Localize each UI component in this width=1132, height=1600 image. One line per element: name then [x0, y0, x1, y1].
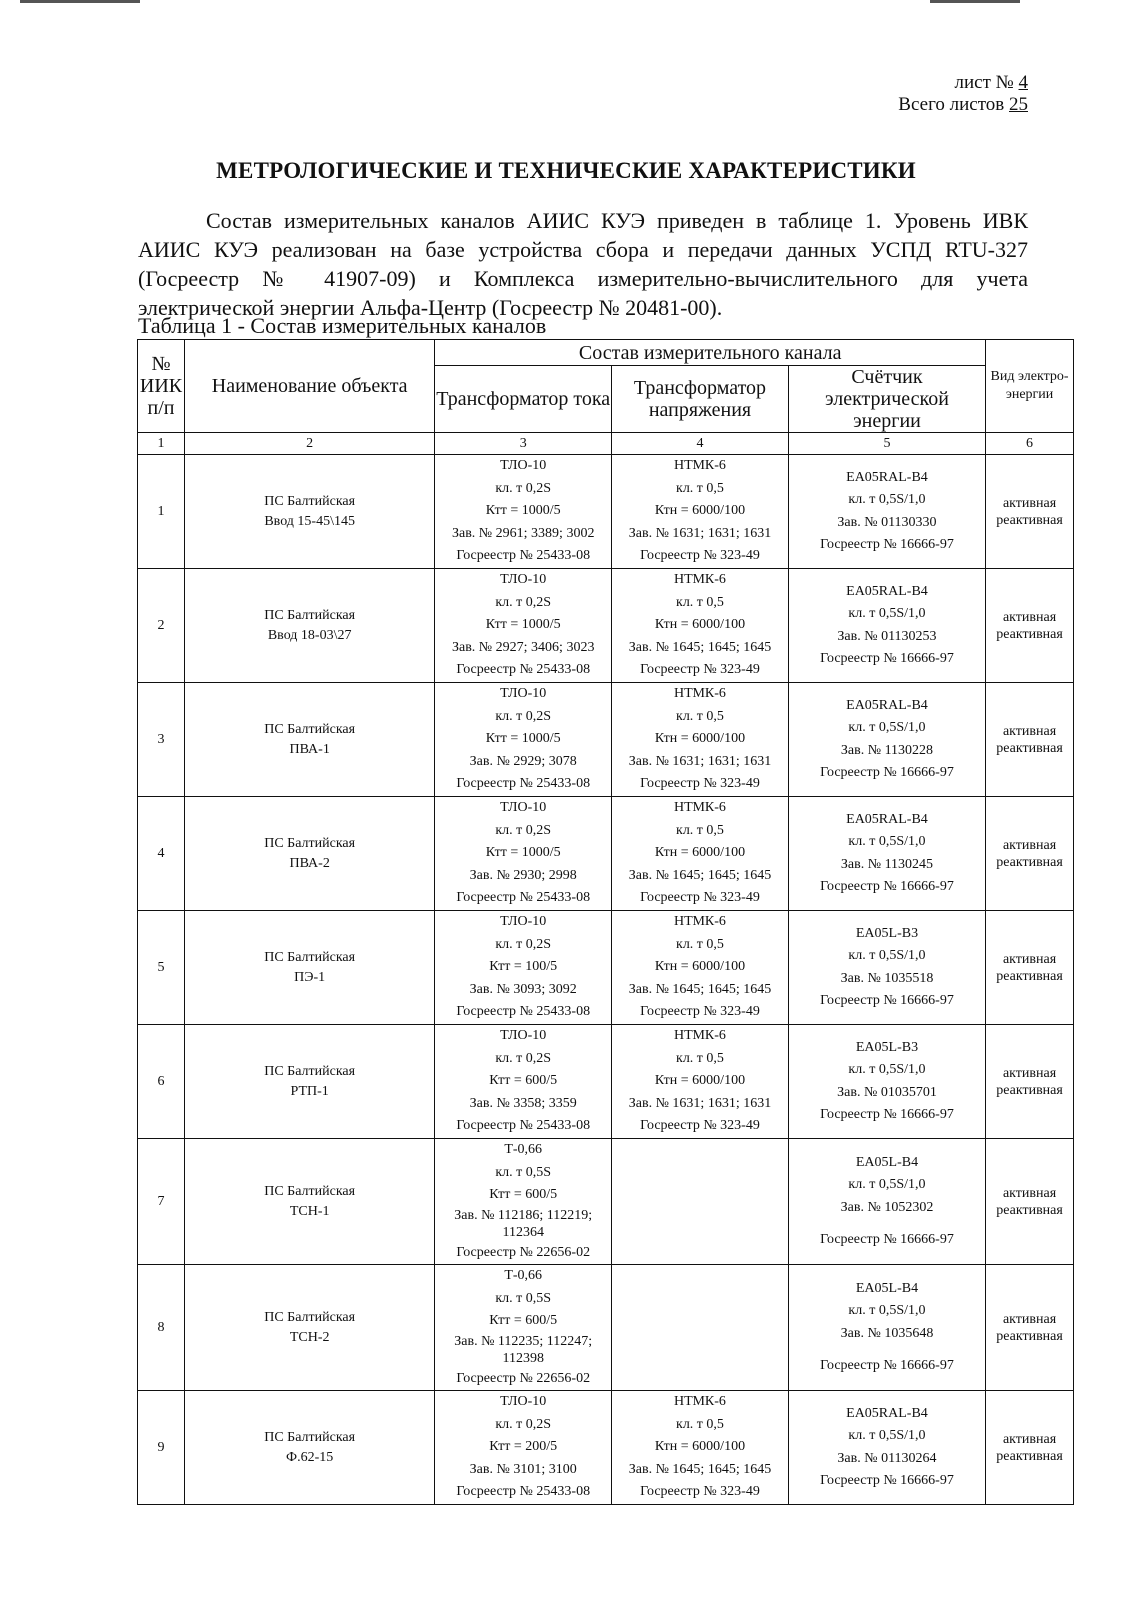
intro-paragraph [138, 206, 1028, 322]
ct-class: кл. т 0,2S [495, 1050, 552, 1066]
object-feeder: ПЭ-1 [294, 969, 326, 985]
table-row [138, 797, 1074, 911]
ct-registry: Госреестр № 25433-08 [456, 1118, 591, 1134]
meter-model: EA05L-B3 [855, 1039, 919, 1055]
energy-type [986, 911, 1074, 1025]
ct-ratio: Ктт = 1000/5 [485, 503, 561, 519]
meter-model: EA05L-B3 [855, 925, 919, 941]
ct-serials: Зав. № 3093; 3092 [469, 981, 577, 997]
ct-registry: Госреестр № 25433-08 [456, 1484, 591, 1500]
ct-ratio: Ктт = 200/5 [489, 1439, 558, 1455]
table-row [138, 1391, 1074, 1505]
vt-registry: Госреестр № 323-49 [640, 548, 760, 564]
ct-ratio: Ктт = 1000/5 [485, 617, 561, 633]
meter-serial: Зав. № 1130245 [840, 856, 934, 872]
row-number: 7 [138, 1139, 185, 1265]
energy-type-active: активная [1002, 1065, 1057, 1081]
ct-serials: Зав. № 3101; 3100 [469, 1461, 577, 1477]
sheet-number-value: 4 [1018, 72, 1028, 93]
ct-model: Т-0,66 [504, 1268, 543, 1283]
ct-class: кл. т 0,2S [495, 936, 552, 952]
current-transformer-cell [435, 683, 612, 797]
row-number: 2 [138, 569, 185, 683]
current-transformer-cell [435, 1391, 612, 1505]
ct-ratio: Ктт = 1000/5 [485, 731, 561, 747]
object-substation: ПС Балтийская [264, 607, 356, 623]
vt-ratio: Ктн = 6000/100 [654, 845, 746, 861]
vt-registry: Госреестр № 323-49 [640, 1118, 760, 1134]
vt-registry: Госреестр № 323-49 [640, 1004, 760, 1020]
meter-serial: Зав. № 01130264 [837, 1450, 937, 1466]
vt-registry: Госреестр № 323-49 [640, 776, 760, 792]
ct-ratio: Ктт = 600/5 [489, 1187, 558, 1202]
ct-ratio: Ктт = 600/5 [489, 1313, 558, 1328]
meter-class: кл. т 0,5S/1,0 [848, 948, 926, 963]
ct-model: ТЛО-10 [500, 1394, 547, 1410]
ct-registry: Госреестр № 22656-02 [456, 1244, 591, 1260]
vt-model: НТМК-6 [674, 1394, 726, 1410]
header-energy-type: Вид электро- энергии [986, 340, 1074, 433]
energy-type-reactive: реактивная [996, 1448, 1063, 1464]
meter-cell [788, 1265, 985, 1391]
ct-registry: Госреестр № 25433-08 [456, 1004, 591, 1020]
voltage-transformer-cell [612, 797, 789, 911]
object-name [185, 683, 435, 797]
header-voltage-transformer: Трансформатор напряжения [612, 366, 789, 433]
ct-class: кл. т 0,2S [495, 480, 552, 496]
object-substation: ПС Балтийская [264, 949, 356, 965]
vt-serials: Зав. № 1645; 1645; 1645 [628, 867, 772, 883]
object-substation: ПС Балтийская [264, 835, 356, 851]
ct-registry: Госреестр № 25433-08 [456, 548, 591, 564]
vt-serials: Зав. № 1631; 1631; 1631 [628, 525, 772, 541]
sheet-number-label: лист № [954, 72, 1014, 93]
table-row [138, 683, 1074, 797]
table-row [138, 569, 1074, 683]
energy-type-active: активная [1002, 723, 1057, 739]
meter-model: EA05RAL-B4 [846, 583, 928, 599]
meter-cell [788, 1391, 985, 1505]
energy-type-reactive: реактивная [996, 854, 1063, 870]
vt-model: НТМК-6 [674, 458, 726, 474]
row-number: 8 [138, 1265, 185, 1391]
object-name [185, 1025, 435, 1139]
voltage-transformer-cell [612, 455, 789, 569]
meter-model: EA05RAL-B4 [846, 811, 928, 827]
meter-registry: Госреестр № 16666-97 [820, 1358, 954, 1373]
object-substation: ПС Балтийская [264, 1429, 356, 1445]
current-transformer-cell [435, 1139, 612, 1265]
object-substation: ПС Балтийская [264, 1309, 356, 1325]
meter-registry: Госреестр № 16666-97 [820, 879, 954, 894]
column-number: 2 [185, 433, 435, 455]
ct-serials: Зав. № 112186; 112219; 112364 [454, 1207, 593, 1240]
energy-type-active: активная [1002, 1431, 1057, 1447]
meter-cell [788, 569, 985, 683]
meter-registry: Госреестр № 16666-97 [820, 993, 954, 1008]
meter-serial: Зав. № 01035701 [837, 1084, 937, 1100]
column-number: 5 [788, 433, 985, 455]
spacer [789, 1345, 985, 1355]
table-row [138, 1139, 1074, 1265]
column-number-row [138, 433, 1074, 455]
row-number: 4 [138, 797, 185, 911]
meter-registry: Госреестр № 16666-97 [820, 1473, 954, 1488]
object-feeder: ТСН-1 [289, 1203, 330, 1219]
voltage-transformer-cell [612, 1265, 789, 1391]
energy-type [986, 683, 1074, 797]
meter-class: кл. т 0,5S/1,0 [848, 606, 926, 621]
ct-class: кл. т 0,2S [495, 1416, 552, 1432]
row-number: 1 [138, 455, 185, 569]
ct-model: ТЛО-10 [500, 686, 547, 702]
header-channel-group: Состав измерительного канала [435, 340, 986, 366]
object-name [185, 911, 435, 1025]
vt-model: НТМК-6 [674, 1028, 726, 1044]
row-number: 6 [138, 1025, 185, 1139]
energy-type-reactive: реактивная [996, 1082, 1063, 1098]
ct-class: кл. т 0,5S [495, 1164, 552, 1180]
meter-class: кл. т 0,5S/1,0 [848, 720, 926, 735]
meter-serial: Зав. № 1035518 [840, 970, 934, 986]
meter-serial: Зав. № 01130253 [837, 628, 937, 644]
meter-registry: Госреестр № 16666-97 [820, 1107, 954, 1122]
ct-registry: Госреестр № 25433-08 [456, 890, 591, 906]
object-feeder: Ввод 15-45\145 [264, 513, 355, 529]
meter-model: EA05L-B4 [855, 1280, 919, 1296]
meter-registry: Госреестр № 16666-97 [820, 1232, 954, 1247]
ct-class: кл. т 0,2S [495, 708, 552, 724]
ct-serials: Зав. № 2929; 3078 [469, 753, 577, 769]
ct-model: ТЛО-10 [500, 1028, 547, 1044]
energy-type [986, 455, 1074, 569]
vt-class: кл. т 0,5 [676, 1050, 724, 1066]
vt-class: кл. т 0,5 [676, 594, 724, 610]
energy-type-active: активная [1002, 495, 1057, 511]
vt-class: кл. т 0,5 [676, 1416, 724, 1432]
ct-serials: Зав. № 2961; 3389; 3002 [451, 525, 595, 541]
meter-serial: Зав. № 1052302 [840, 1199, 934, 1215]
energy-type-reactive: реактивная [996, 626, 1063, 642]
voltage-transformer-cell [612, 569, 789, 683]
column-number: 3 [435, 433, 612, 455]
vt-model: НТМК-6 [674, 572, 726, 588]
object-name [185, 1265, 435, 1391]
ct-registry: Госреестр № 25433-08 [456, 662, 591, 678]
table-caption: Таблица 1 - Состав измерительных каналов [138, 313, 547, 338]
object-substation: ПС Балтийская [264, 1183, 356, 1199]
object-feeder: ПВА-1 [289, 741, 330, 757]
column-number: 1 [138, 433, 185, 455]
energy-type-active: активная [1002, 1311, 1057, 1327]
vt-ratio: Ктн = 6000/100 [654, 617, 746, 633]
scan-edge-mark [930, 0, 1020, 3]
row-number: 3 [138, 683, 185, 797]
ct-class: кл. т 0,2S [495, 822, 552, 838]
meter-registry: Госреестр № 16666-97 [820, 765, 954, 780]
vt-ratio: Ктн = 6000/100 [654, 959, 746, 975]
vt-serials: Зав. № 1631; 1631; 1631 [628, 1095, 772, 1111]
meter-cell [788, 911, 985, 1025]
energy-type [986, 1265, 1074, 1391]
ct-model: Т-0,66 [504, 1142, 543, 1157]
table-row [138, 1265, 1074, 1391]
row-number: 5 [138, 911, 185, 1025]
column-number: 6 [986, 433, 1074, 455]
meter-cell [788, 683, 985, 797]
meter-class: кл. т 0,5S/1,0 [848, 834, 926, 849]
vt-serials: Зав. № 1645; 1645; 1645 [628, 981, 772, 997]
ct-ratio: Ктт = 600/5 [489, 1073, 558, 1089]
current-transformer-cell [435, 797, 612, 911]
voltage-transformer-cell [612, 911, 789, 1025]
vt-class: кл. т 0,5 [676, 480, 724, 496]
vt-model: НТМК-6 [674, 686, 726, 702]
energy-type-active: активная [1002, 609, 1057, 625]
current-transformer-cell [435, 455, 612, 569]
energy-type [986, 1391, 1074, 1505]
object-substation: ПС Балтийская [264, 721, 356, 737]
meter-serial: Зав. № 1130228 [840, 742, 934, 758]
vt-ratio: Ктн = 6000/100 [654, 1073, 746, 1089]
object-substation: ПС Балтийская [264, 493, 356, 509]
table-row [138, 911, 1074, 1025]
table-row [138, 455, 1074, 569]
meter-model: EA05RAL-B4 [846, 1405, 928, 1421]
vt-class: кл. т 0,5 [676, 936, 724, 952]
meter-cell [788, 1139, 985, 1265]
vt-class: кл. т 0,5 [676, 822, 724, 838]
meter-model: EA05RAL-B4 [846, 697, 928, 713]
ct-class: кл. т 0,5S [495, 1290, 552, 1306]
scan-edge-mark [20, 0, 140, 3]
energy-type [986, 569, 1074, 683]
vt-ratio: Ктн = 6000/100 [654, 1439, 746, 1455]
voltage-transformer-cell [612, 1391, 789, 1505]
ct-serials: Зав. № 2930; 2998 [469, 867, 577, 883]
ct-ratio: Ктт = 1000/5 [485, 845, 561, 861]
vt-serials: Зав. № 1645; 1645; 1645 [628, 639, 772, 655]
meter-model: EA05RAL-B4 [846, 469, 928, 485]
current-transformer-cell [435, 1025, 612, 1139]
meter-class: кл. т 0,5S/1,0 [848, 492, 926, 507]
object-substation: ПС Балтийская [264, 1063, 356, 1079]
energy-type-reactive: реактивная [996, 1202, 1063, 1218]
ct-model: ТЛО-10 [500, 458, 547, 474]
ct-serials: Зав. № 2927; 3406; 3023 [451, 639, 595, 655]
object-feeder: Ввод 18-03\27 [267, 627, 352, 643]
voltage-transformer-cell [612, 1139, 789, 1265]
vt-registry: Госреестр № 323-49 [640, 890, 760, 906]
spacer [789, 1219, 985, 1229]
meter-class: кл. т 0,5S/1,0 [848, 1303, 926, 1318]
meter-cell [788, 455, 985, 569]
sheet-total [898, 94, 1028, 116]
object-name [185, 455, 435, 569]
object-feeder: ТСН-2 [289, 1329, 330, 1345]
current-transformer-cell [435, 569, 612, 683]
sheet-total-value: 25 [1009, 94, 1028, 115]
energy-type [986, 1139, 1074, 1265]
column-number: 4 [612, 433, 789, 455]
ct-registry: Госреестр № 25433-08 [456, 776, 591, 792]
table-row [138, 1025, 1074, 1139]
meter-class: кл. т 0,5S/1,0 [848, 1177, 926, 1192]
object-name [185, 1391, 435, 1505]
row-number: 9 [138, 1391, 185, 1505]
channels-table [137, 339, 1074, 1505]
energy-type-active: активная [1002, 951, 1057, 967]
meter-class: кл. т 0,5S/1,0 [848, 1062, 926, 1077]
vt-ratio: Ктн = 6000/100 [654, 503, 746, 519]
vt-model: НТМК-6 [674, 914, 726, 930]
meter-serial: Зав. № 1035648 [840, 1325, 934, 1341]
object-feeder: ПВА-2 [289, 855, 330, 871]
ct-model: ТЛО-10 [500, 572, 547, 588]
header-current-transformer: Трансформатор тока [435, 366, 612, 433]
meter-serial: Зав. № 01130330 [837, 514, 937, 530]
vt-ratio: Ктн = 6000/100 [654, 731, 746, 747]
voltage-transformer-cell [612, 683, 789, 797]
energy-type-reactive: реактивная [996, 740, 1063, 756]
energy-type-reactive: реактивная [996, 512, 1063, 528]
meter-cell [788, 1025, 985, 1139]
object-name [185, 1139, 435, 1265]
current-transformer-cell [435, 911, 612, 1025]
vt-registry: Госреестр № 323-49 [640, 662, 760, 678]
ct-model: ТЛО-10 [500, 914, 547, 930]
ct-serials: Зав. № 112235; 112247; 112398 [454, 1333, 593, 1366]
energy-type-active: активная [1002, 837, 1057, 853]
ct-class: кл. т 0,2S [495, 594, 552, 610]
header-meter: Счётчик электрической энергии [788, 366, 985, 433]
object-feeder: РТП-1 [290, 1083, 329, 1099]
page-title: МЕТРОЛОГИЧЕСКИЕ И ТЕХНИЧЕСКИЕ ХАРАКТЕРИСТИКИ [216, 158, 916, 183]
ct-registry: Госреестр № 22656-02 [456, 1370, 591, 1386]
meter-registry: Госреестр № 16666-97 [820, 651, 954, 666]
energy-type [986, 1025, 1074, 1139]
energy-type [986, 797, 1074, 911]
sheet-total-label: Всего листов [898, 94, 1005, 115]
ct-serials: Зав. № 3358; 3359 [469, 1095, 577, 1111]
object-name [185, 797, 435, 911]
vt-model: НТМК-6 [674, 800, 726, 816]
meter-class: кл. т 0,5S/1,0 [848, 1428, 926, 1443]
object-feeder: Ф.62-15 [286, 1449, 334, 1465]
header-num: № ИИК п/п [138, 340, 185, 433]
vt-registry: Госреестр № 323-49 [640, 1484, 760, 1500]
energy-type-active: активная [1002, 1185, 1057, 1201]
header-object-name: Наименование объекта [185, 340, 435, 433]
meter-cell [788, 797, 985, 911]
vt-serials: Зав. № 1631; 1631; 1631 [628, 753, 772, 769]
vt-serials: Зав. № 1645; 1645; 1645 [628, 1461, 772, 1477]
vt-class: кл. т 0,5 [676, 708, 724, 724]
ct-ratio: Ктт = 100/5 [489, 959, 558, 975]
meter-model: EA05L-B4 [855, 1154, 919, 1170]
voltage-transformer-cell [612, 1025, 789, 1139]
sheet-number [954, 72, 1028, 94]
intro-text: Состав измерительных каналов АИИС КУЭ приведен в таблице 1. Уровень ИВК АИИС КУЭ реализован на базе устройства сбора и передачи данных УСПД RTU-327 (Госреестр № 41907-09) и Комплекса измерительно-вычислительного для учета электрической энергии Альфа-Центр (Госреестр № 20481-00). [138, 208, 1028, 320]
energy-type-reactive: реактивная [996, 968, 1063, 984]
ct-model: ТЛО-10 [500, 800, 547, 816]
object-name [185, 569, 435, 683]
current-transformer-cell [435, 1265, 612, 1391]
energy-type-reactive: реактивная [996, 1328, 1063, 1344]
meter-registry: Госреестр № 16666-97 [820, 537, 954, 552]
